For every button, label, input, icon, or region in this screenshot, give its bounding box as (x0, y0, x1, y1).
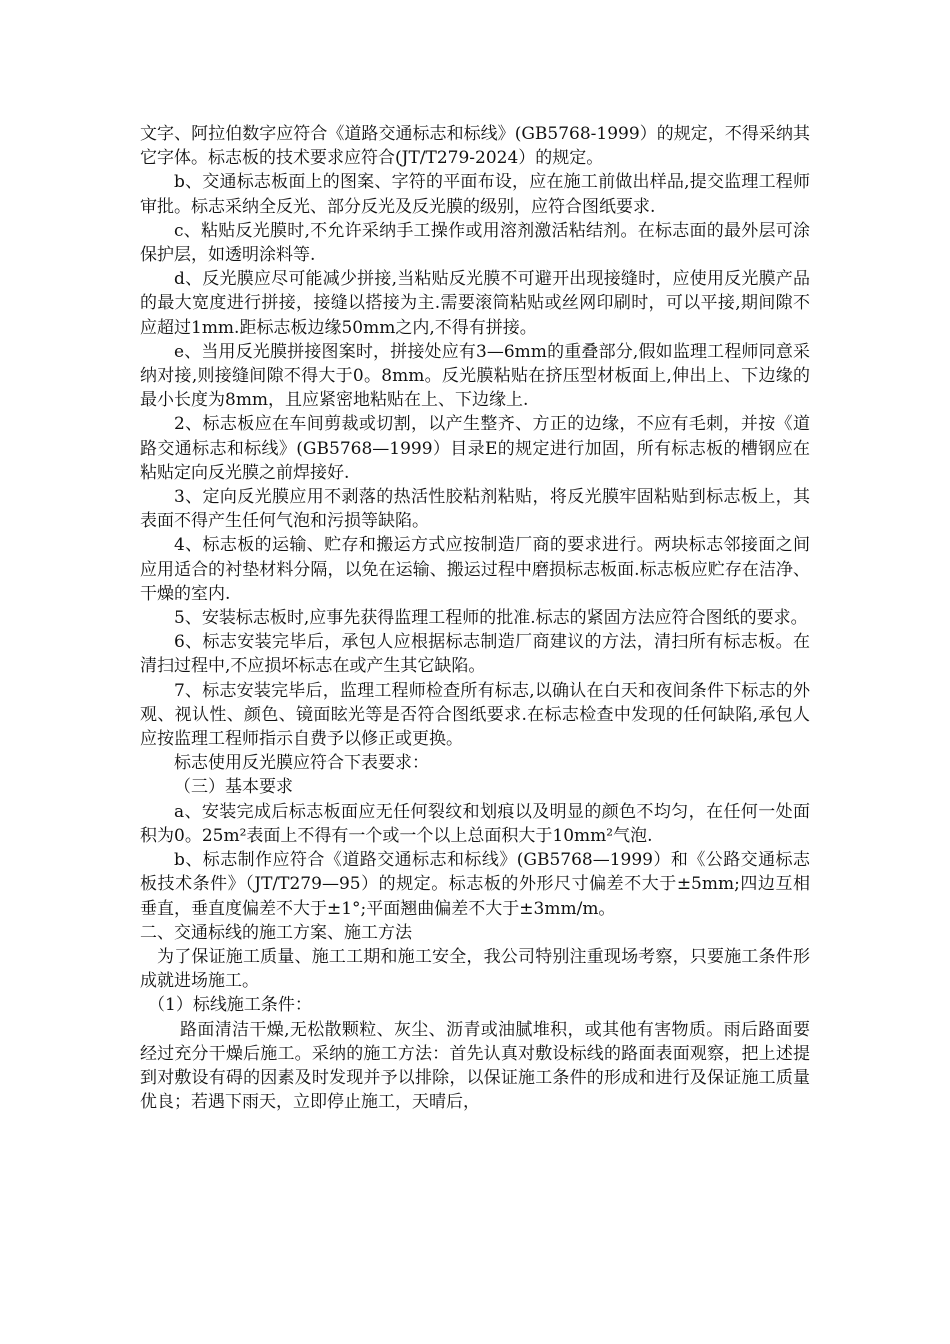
paragraph-item-c: c、粘贴反光膜时,不允许采纳手工操作或用溶剂激活粘结剂。在标志面的最外层可涂保护层，如透明涂料等. (140, 220, 810, 266)
paragraph-item-2: 2、标志板应在车间剪裁或切割，以产生整齐、方正的边缘，不应有毛刺，并按《道路交通标志和标线》(GB5768—1999）目录E的规定进行加固，所有标志板的槽钢应在粘贴定向反光膜之前焊接好. (140, 414, 810, 483)
paragraph-item-e: e、当用反光膜拼接图案时，拼接处应有3—6mm的重叠部分,假如监理工程师同意采纳对接,则接缝间隙不得大于0。8mm。反光膜粘贴在挤压型材板面上,伸出上、下边缘的最小长度为8mm，且应紧密地粘贴在上、下边缘上. (140, 341, 810, 411)
paragraph-construction-intro: 为了保证施工质量、施工工期和施工安全，我公司特别注重现场考察，只要施工条件形成就进场施工。 (140, 946, 810, 992)
paragraph-requirement-a: a、安装完成后标志板面应无任何裂纹和划痕以及明显的颜色不均匀，在任何一处面积为0。25m²表面上不得有一个或一个以上总面积大于10mm²气泡. (140, 801, 810, 846)
section-heading-marking-construction: 二、交通标线的施工方案、施工方法 (140, 922, 412, 943)
document-body (140, 122, 810, 1114)
paragraph-item-7: 7、标志安装完毕后，监理工程师检查所有标志,以确认在白天和夜间条件下标志的外观、视认性、颜色、镜面眩光等是否符合图纸要求.在标志检查中发现的任何缺陷,承包人应按监理工程师指示自费予以修正或更换。 (140, 680, 810, 750)
paragraph-item-3: 3、定向反光膜应用不剥落的热活性胶粘剂粘贴，将反光膜牢固粘贴到标志板上，其表面不得产生任何气泡和污损等缺陷。 (140, 487, 810, 532)
paragraph-font-requirement: 文字、阿拉伯数字应符合《道路交通标志和标线》(GB5768-1999）的规定，不得采纳其它字体。标志板的技术要求应符合(JT/T279-2024）的规定。 (140, 124, 810, 169)
paragraph-item-6: 6、标志安装完毕后，承包人应根据标志制造厂商建议的方法，清扫所有标志板。在清扫过程中,不应损坏标志在或产生其它缺陷。 (140, 632, 810, 677)
subheading-construction-conditions: （1）标线施工条件： (148, 995, 312, 1016)
section-heading-basic-requirements: （三）基本要求 (174, 777, 293, 798)
paragraph-table-intro: 标志使用反光膜应符合下表要求： (174, 753, 429, 774)
paragraph-item-4: 4、标志板的运输、贮存和搬运方式应按制造厂商的要求进行。两块标志邻接面之间应用适合的衬垫材料分隔，以免在运输、搬运过程中磨损标志板面.标志板应贮存在洁净、干燥的室内. (140, 535, 810, 604)
paragraph-item-d: d、反光膜应尽可能减少拼接,当粘贴反光膜不可避开出现接缝时，应使用反光膜产品的最大宽度进行拼接，接缝以搭接为主.需要滚筒粘贴或丝网印刷时，可以平接,期间隙不应超过1mm.距标志板边缘50mm之内,不得有拼接。 (140, 269, 810, 338)
paragraph-requirement-b: b、标志制作应符合《道路交通标志和标线》(GB5768—1999）和《公路交通标志板技术条件》（JT/T279—95）的规定。标志板的外形尺寸偏差不大于±5mm;四边互相垂直，垂直度偏差不大于±1°;平面翘曲偏差不大于±3mm/m。 (140, 850, 810, 919)
paragraph-construction-method: 路面清洁干燥,无松散颗粒、灰尘、沥青或油腻堆积，或其他有害物质。雨后路面要经过充分干燥后施工。采纳的施工方法：首先认真对敷设标线的路面表面观察，把上述提到对敷设有碍的因素及时发现并予以排除，以保证施工条件的形成和进行及保证施工质量优良；若遇下雨天，立即停止施工，天晴后， (140, 1019, 810, 1113)
paragraph-item-5: 5、安装标志板时,应事先获得监理工程师的批准.标志的紧固方法应符合图纸的要求。 (174, 608, 808, 629)
paragraph-item-b: b、交通标志板面上的图案、字符的平面布设，应在施工前做出样品,提交监理工程师审批。标志采纳全反光、部分反光及反光膜的级别，应符合图纸要求. (140, 172, 810, 217)
